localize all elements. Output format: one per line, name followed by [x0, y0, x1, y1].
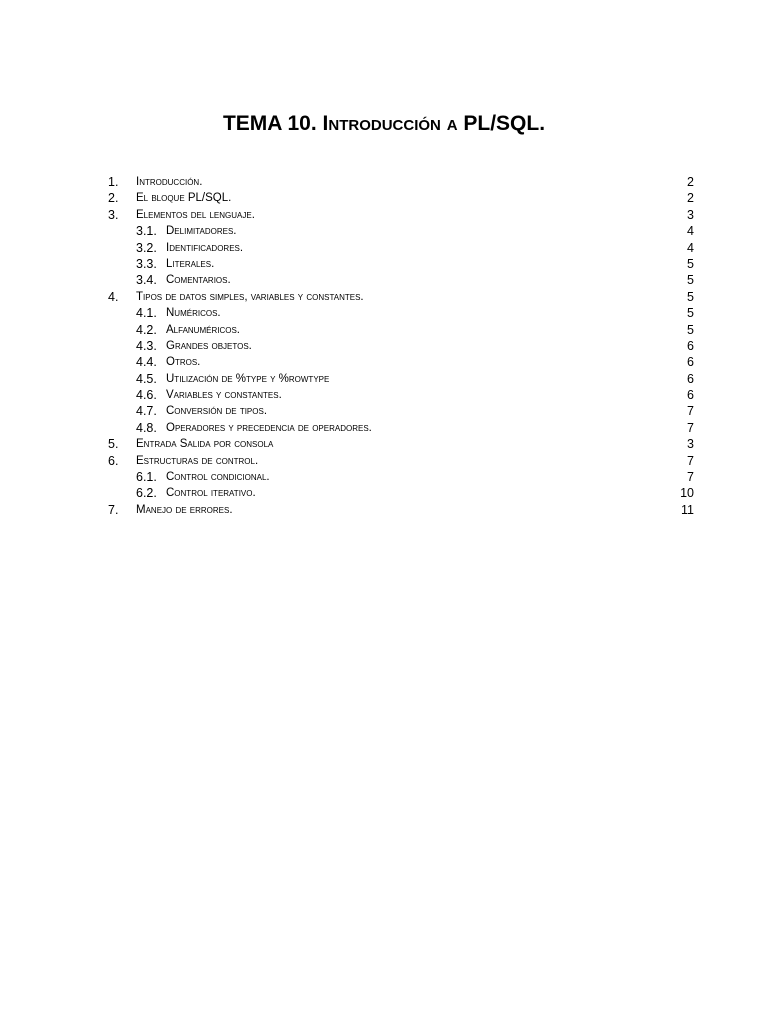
toc-entry-page: 10	[680, 486, 694, 501]
toc-entry-page: 5	[687, 273, 694, 288]
toc-entry-number: 4.3.	[136, 338, 157, 353]
toc-entry-number: 3.	[108, 207, 119, 222]
page-title	[0, 110, 768, 138]
toc-entry-page: 2	[687, 191, 694, 206]
toc-entry[interactable]	[108, 436, 694, 452]
toc-entry-page: 6	[687, 371, 694, 386]
toc-entry-page: 5	[687, 322, 694, 337]
toc-entry-page: 4	[687, 240, 694, 255]
toc-entry-number: 6.2.	[136, 486, 157, 501]
toc-entry[interactable]	[108, 403, 694, 419]
toc-entry-number: 4.7.	[136, 404, 157, 419]
toc-entry-page: 11	[681, 502, 694, 517]
toc-entry-page: 5	[687, 256, 694, 271]
toc-entry-page: 5	[687, 306, 694, 321]
toc-entry-number: 4.4.	[136, 355, 157, 370]
toc-entry[interactable]	[108, 387, 694, 403]
toc-entry-number: 3.1.	[136, 224, 157, 239]
toc-entry-title[interactable]: Operadores y precedencia de operadores.	[166, 421, 372, 434]
toc-entry-page: 6	[687, 338, 694, 353]
title-suffix: PL/SQL.	[463, 112, 546, 135]
toc-entry-title[interactable]: Grandes objetos.	[166, 339, 252, 352]
toc-entry-title[interactable]: Literales.	[166, 257, 215, 270]
toc-entry-page: 4	[687, 224, 694, 239]
table-of-contents	[108, 174, 694, 518]
toc-entry[interactable]	[108, 371, 694, 387]
toc-entry-number: 6.	[108, 453, 119, 468]
toc-entry-title[interactable]: Otros.	[166, 356, 201, 369]
toc-entry-page: 7	[687, 453, 694, 468]
toc-entry-number: 5.	[108, 437, 119, 452]
toc-entry-page: 7	[687, 470, 694, 485]
toc-entry-number: 3.4.	[136, 273, 157, 288]
toc-entry-number: 4.	[108, 289, 119, 304]
toc-entry[interactable]	[108, 223, 694, 239]
toc-entry-title[interactable]: Estructuras de control.	[136, 454, 259, 467]
toc-entry-number: 2.	[108, 191, 119, 206]
toc-entry-title[interactable]: Tipos de datos simples, variables y constantes.	[136, 290, 364, 303]
toc-entry-title[interactable]: Control iterativo.	[166, 487, 256, 500]
toc-entry-title[interactable]: Elementos del lenguaje.	[136, 208, 255, 221]
toc-entry-page: 6	[687, 355, 694, 370]
toc-entry[interactable]	[108, 453, 694, 469]
toc-entry[interactable]	[108, 469, 694, 485]
toc-entry[interactable]	[108, 305, 694, 321]
toc-entry[interactable]	[108, 354, 694, 370]
toc-entry-title[interactable]: Control condicional.	[166, 471, 270, 484]
title-main: Introducción a	[322, 112, 458, 135]
toc-entry-title[interactable]: Introducción.	[136, 176, 203, 188]
toc-entry-title[interactable]: Conversión de tipos.	[166, 405, 268, 418]
toc-entry-number: 4.1.	[136, 306, 157, 321]
toc-entry[interactable]	[108, 322, 694, 338]
toc-entry[interactable]	[108, 256, 694, 272]
toc-entry[interactable]	[108, 272, 694, 288]
toc-entry-title[interactable]: Entrada Salida por consola	[136, 438, 274, 451]
toc-entry[interactable]	[108, 190, 694, 206]
toc-entry[interactable]	[108, 289, 694, 305]
toc-entry[interactable]	[108, 240, 694, 256]
toc-entry[interactable]	[108, 174, 694, 190]
title-prefix: TEMA 10.	[222, 112, 317, 135]
toc-entry-title[interactable]: Identificadores.	[166, 241, 244, 254]
toc-entry-number: 4.6.	[136, 388, 157, 403]
toc-entry-page: 5	[687, 289, 694, 304]
toc-entry[interactable]	[108, 338, 694, 354]
toc-entry-page: 7	[687, 420, 694, 435]
toc-entry[interactable]	[108, 502, 694, 518]
toc-entry-title[interactable]: El bloque PL/SQL.	[136, 192, 232, 205]
toc-entry-number: 4.8.	[136, 420, 157, 435]
toc-entry-number: 7.	[108, 502, 119, 517]
toc-entry-number: 3.3.	[136, 256, 157, 271]
toc-entry-number: 4.5.	[136, 371, 157, 386]
toc-entry-page: 2	[687, 175, 694, 189]
toc-entry-title[interactable]: Numéricos.	[166, 307, 221, 320]
toc-entry-number: 1.	[108, 175, 119, 189]
toc-entry-number: 3.2.	[136, 240, 157, 255]
toc-entry-number: 4.2.	[136, 322, 157, 337]
toc-entry-number: 6.1.	[136, 470, 157, 485]
toc-entry-title[interactable]: Utilización de %type y %rowtype	[166, 372, 330, 385]
toc-entry[interactable]	[108, 207, 694, 223]
toc-entry[interactable]	[108, 420, 694, 436]
toc-entry-page: 6	[687, 388, 694, 403]
toc-entry-page: 7	[687, 404, 694, 419]
toc-entry-title[interactable]: Comentarios.	[166, 274, 231, 287]
toc-entry-title[interactable]: Manejo de errores.	[136, 503, 233, 516]
toc-entry-title[interactable]: Alfanuméricos.	[166, 323, 240, 336]
toc-entry[interactable]	[108, 485, 694, 501]
toc-entry-page: 3	[687, 437, 694, 452]
toc-entry-title[interactable]: Variables y constantes.	[166, 389, 282, 402]
toc-entry-title[interactable]: Delimitadores.	[166, 225, 237, 238]
toc-entry-page: 3	[687, 207, 694, 222]
